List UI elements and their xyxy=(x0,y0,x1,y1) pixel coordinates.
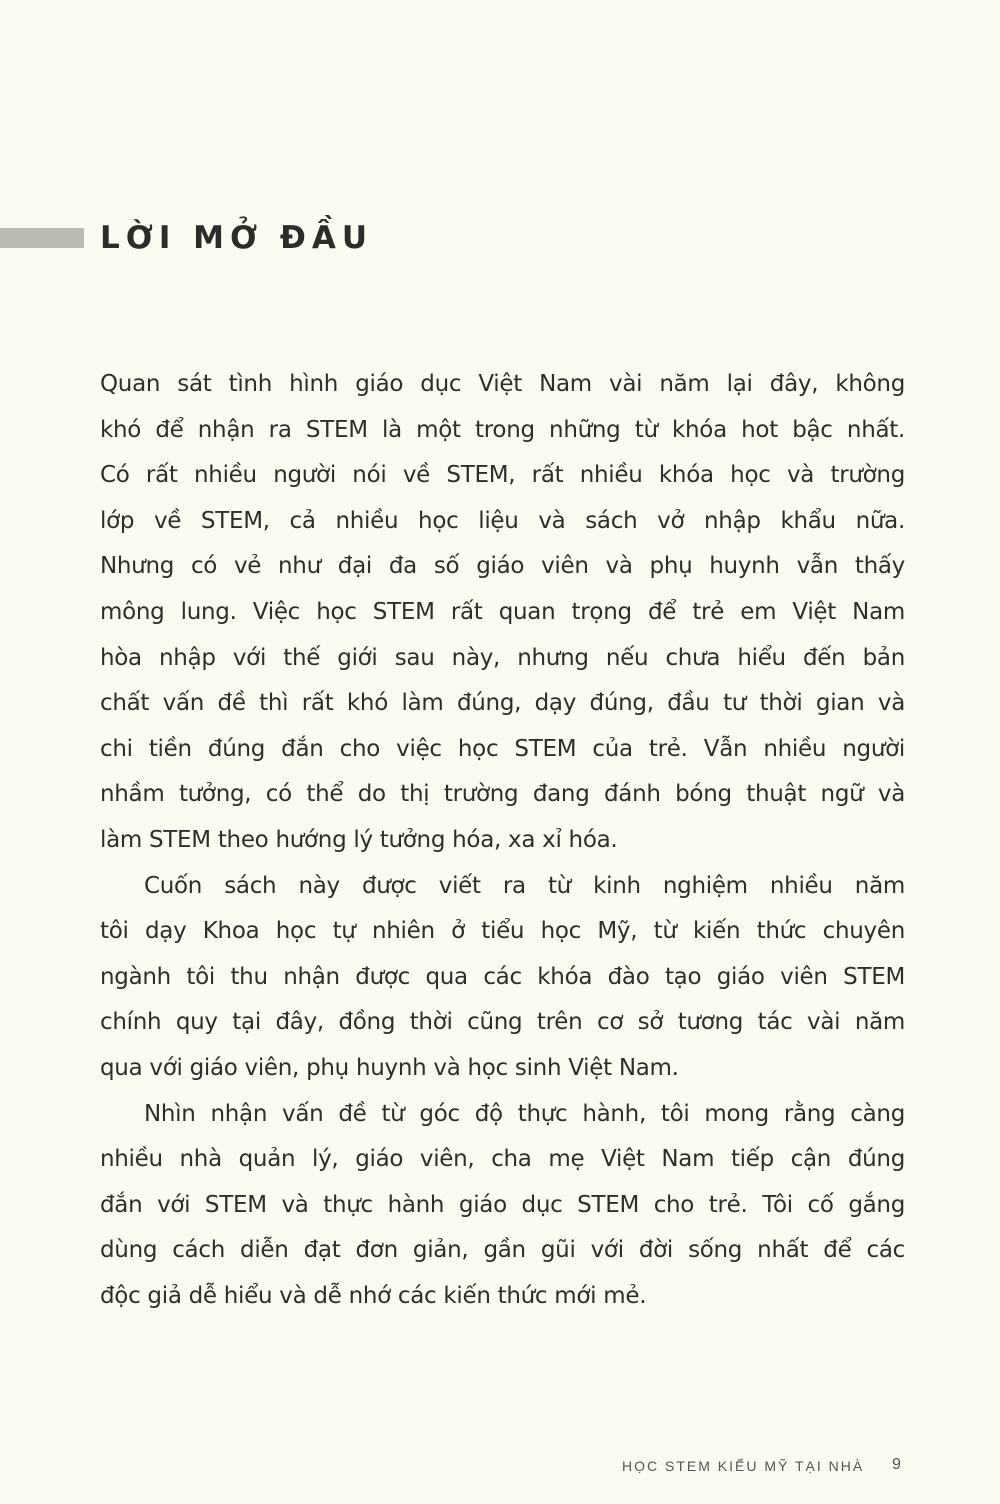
text-line: lớp về STEM, cả nhiều học liệu và sách vở nhập khẩu nữa. xyxy=(100,507,905,534)
text-line: mông lung. Việc học STEM rất quan trọng để trẻ em Việt Nam xyxy=(100,598,905,625)
text-line: Nhìn nhận vấn đề từ góc độ thực hành, tôi mong rằng càng xyxy=(144,1100,905,1127)
text-line: Có rất nhiều người nói về STEM, rất nhiều khóa học và trường xyxy=(100,462,905,489)
page-number: 9 xyxy=(892,1456,901,1473)
page-title: LỜI MỞ ĐẦU xyxy=(100,220,374,256)
text-line: nhiều nhà quản lý, giáo viên, cha mẹ Việt Nam tiếp cận đúng xyxy=(100,1146,905,1173)
text-line: chất vấn đề thì rất khó làm đúng, dạy đúng, đầu tư thời gian và xyxy=(100,690,905,717)
paragraph xyxy=(100,362,905,864)
running-footer-title: HỌC STEM KIỂU MỸ TẠI NHÀ xyxy=(622,1458,865,1474)
text-line: chính quy tại đây, đồng thời cũng trên cơ sở tương tác vài năm xyxy=(100,1009,905,1036)
text-line: hòa nhập với thế giới sau này, nhưng nếu chưa hiểu đến bản xyxy=(100,644,905,671)
text-line: Quan sát tình hình giáo dục Việt Nam vài năm lại đây, không xyxy=(100,371,905,397)
text-line: Nhưng có vẻ như đại đa số giáo viên và phụ huynh vẫn thấy xyxy=(100,553,905,580)
paragraph xyxy=(100,864,905,1092)
text-line: Cuốn sách này được viết ra từ kinh nghiệm nhiều năm xyxy=(144,872,905,899)
text-line: qua với giáo viên, phụ huynh và học sinh Việt Nam. xyxy=(100,1054,679,1081)
text-line: chi tiền đúng đắn cho việc học STEM của trẻ. Vẫn nhiều người xyxy=(100,735,905,762)
text-line: khó để nhận ra STEM là một trong những từ khóa hot bậc nhất. xyxy=(100,416,905,443)
heading-accent-bar xyxy=(0,228,84,248)
text-line: đắn với STEM và thực hành giáo dục STEM cho trẻ. Tôi cố gắng xyxy=(100,1191,905,1218)
text-line: nhầm tưởng, có thể do thị trường đang đánh bóng thuật ngữ và xyxy=(100,781,905,808)
body-text xyxy=(100,362,905,1319)
text-line: ngành tôi thu nhận được qua các khóa đào tạo giáo viên STEM xyxy=(100,963,905,990)
text-line: tôi dạy Khoa học tự nhiên ở tiểu học Mỹ, từ kiến thức chuyên xyxy=(100,918,905,945)
text-line: độc giả dễ hiểu và dễ nhớ các kiến thức mới mẻ. xyxy=(100,1282,647,1309)
paragraph xyxy=(100,1092,905,1320)
text-line: làm STEM theo hướng lý tưởng hóa, xa xỉ hóa. xyxy=(100,826,618,853)
text-line: dùng cách diễn đạt đơn giản, gần gũi với đời sống nhất để các xyxy=(100,1237,905,1264)
